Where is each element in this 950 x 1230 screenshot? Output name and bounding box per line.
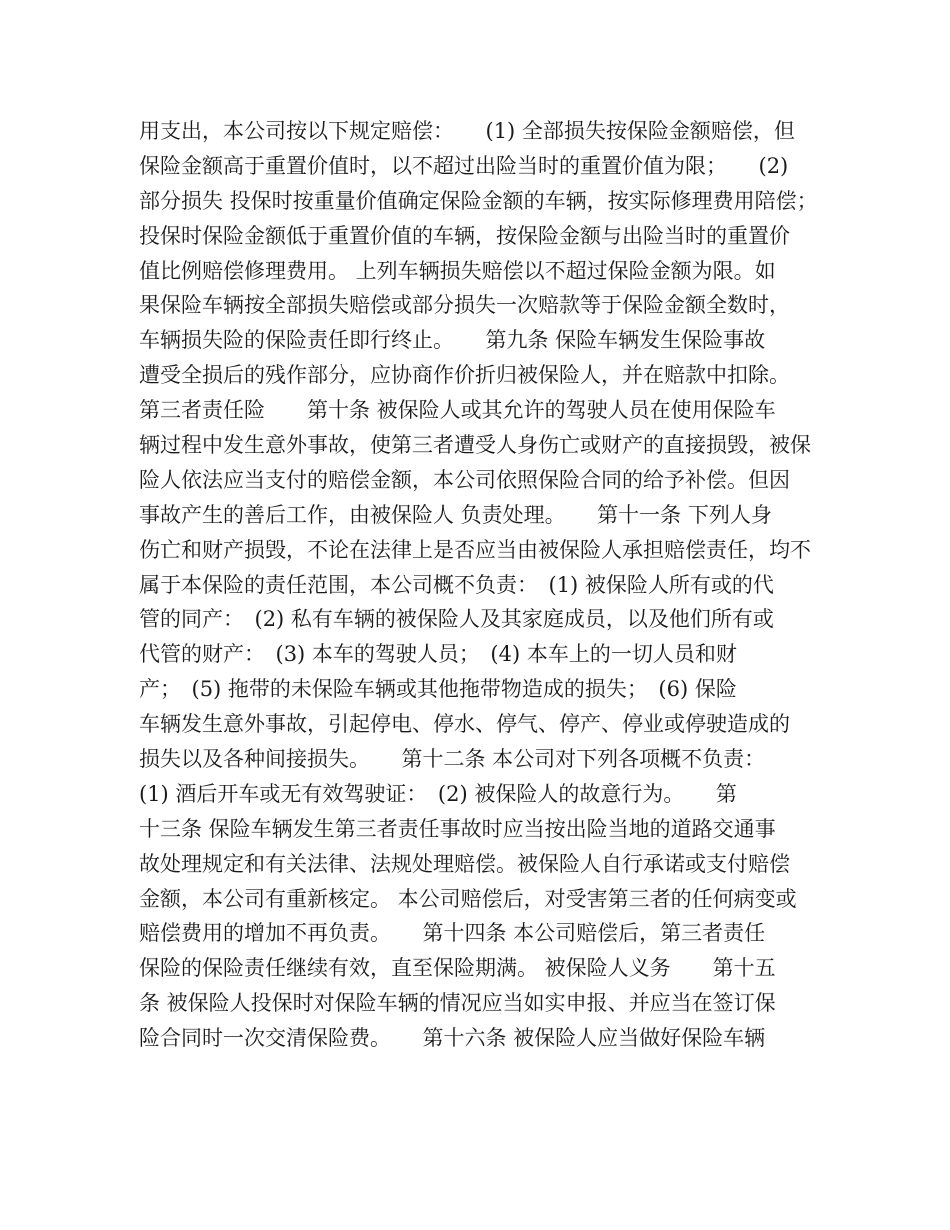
text-line: 损失以及各种间接损失。 第十二条 本公司对下列各项概不负责： [139, 747, 766, 772]
text-line: 条 被保险人投保时对保险车辆的情况应当如实申报、并应当在签订保 [139, 991, 776, 1016]
text-line: 部分损失 投保时按重量价值确定保险金额的车辆，按实际修理费用陪偿； [139, 188, 818, 213]
text-line: 伤亡和财产损毁，不论在法律上是否应当由被保险人承担赔偿责任，均不 [139, 537, 811, 562]
text-line: 管的同产： (2) 私有车辆的被保险人及其家庭成员，以及他们所有或 [139, 607, 774, 632]
text-line: 事故产生的善后工作，由被保险人 负责处理。 第十一条 下列人身 [139, 502, 772, 527]
text-line: 辆过程中发生意外事故，使第三者遭受人身伤亡或财产的直接损毁，被保 [139, 433, 811, 458]
text-line: 保险金额高于重置价值时，以不超过出险当时的重置价值为限； (2) [139, 153, 789, 178]
text-line: 十三条 保险车辆发生第三者责任事故时应当按出险当地的道路交通事 [139, 816, 776, 841]
text-line: 产； (5) 拖带的未保险车辆或其他拖带物造成的损失； (6) 保险 [139, 677, 737, 702]
text-line: 值比例赔偿修理费用。 上列车辆损失赔偿以不超过保险金额为限。如 [139, 258, 776, 283]
text-line: 车辆发生意外事故，引起停电、停水、停气、停产、停业或停驶造成的 [139, 712, 790, 737]
text-line: 遭受全损后的残作部分，应协商作价折归被保险人，并在赔款中扣除。 [139, 363, 790, 388]
text-line: 用支出，本公司按以下规定赔偿： (1) 全部损失按保险金额赔偿，但 [139, 119, 795, 143]
text-line: 投保时保险金额低于重置价值的车辆，按保险金额与出险当时的重置价 [139, 223, 790, 248]
text-line: 赔偿费用的增加不再负责。 第十四条 本公司赔偿后，第三者责任 [139, 921, 766, 946]
text-line: (1) 酒后开车或无有效驾驶证： (2) 被保险人的故意行为。 第 [139, 781, 737, 806]
text-line: 代管的财产： (3) 本车的驾驶人员； (4) 本车上的一切人员和财 [139, 642, 737, 667]
text-line: 车辆损失险的保险责任即行终止。 第九条 保险车辆发生保险事故 [139, 328, 766, 353]
text-line: 属于本保险的责任范围，本公司概不负责： (1) 被保险人所有或的代 [139, 572, 774, 597]
text-line: 金额，本公司有重新核定。 本公司赔偿后，对受害第三者的任何病变或 [139, 886, 797, 911]
text-line: 险合同时一次交清保险费。 第十六条 被保险人应当做好保险车辆 [139, 1026, 766, 1051]
text-line: 第三者责任险 第十条 被保险人或其允许的驾驶人员在使用保险车 [139, 398, 776, 423]
text-line: 故处理规定和有关法律、法规处理赔偿。被保险人自行承诺或支付赔偿 [139, 851, 790, 876]
body-text [139, 114, 829, 1056]
text-line: 险人依法应当支付的赔偿金额，本公司依照保险合同的给予补偿。但因 [139, 467, 790, 492]
text-line: 果保险车辆按全部损失赔偿或部分损失一次赔款等于保险金额全数时， [139, 293, 790, 318]
text-line: 保险的保险责任继续有效，直至保险期满。 被保险人义务 第十五 [139, 956, 776, 981]
